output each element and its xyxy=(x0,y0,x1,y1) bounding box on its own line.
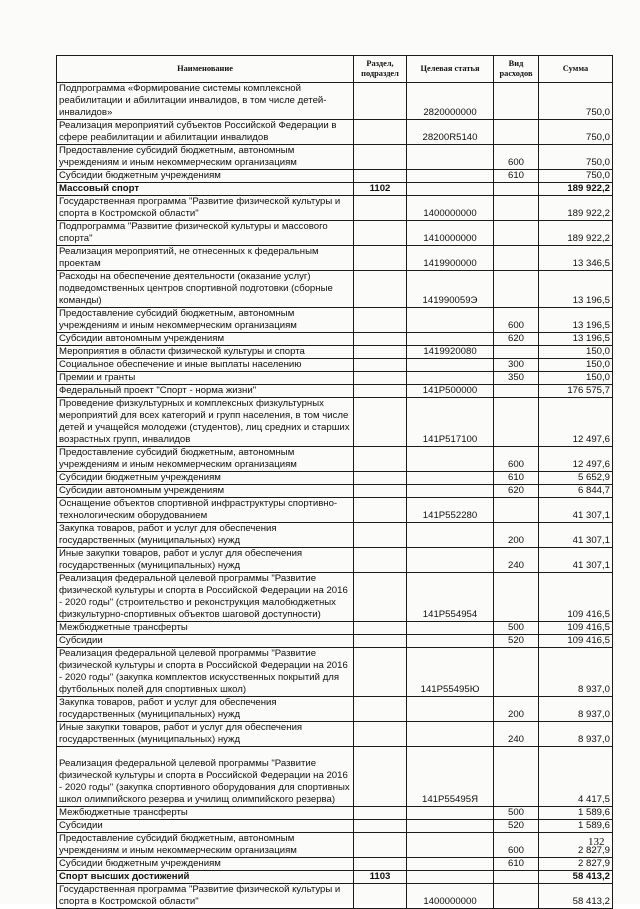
table-row xyxy=(57,697,613,722)
row-target-cell xyxy=(407,447,494,472)
row-name-cell: Спорт высших достижений xyxy=(57,871,354,884)
row-sum-cell: 750,0 xyxy=(539,83,613,120)
row-type-cell: 620 xyxy=(494,485,539,498)
row-target-cell xyxy=(407,472,494,485)
row-section-cell xyxy=(354,747,407,807)
row-name-cell: Социальное обеспечение и иные выплаты населению xyxy=(57,359,354,372)
row-sum-cell: 176 575,7 xyxy=(539,385,613,398)
row-target-cell xyxy=(407,183,494,196)
table-row xyxy=(57,622,613,635)
row-sum-cell: 41 307,1 xyxy=(539,523,613,548)
table-row xyxy=(57,648,613,697)
row-target-cell: 141P552280 xyxy=(407,498,494,523)
row-type-cell: 610 xyxy=(494,472,539,485)
row-section-cell xyxy=(354,398,407,447)
row-type-cell: 300 xyxy=(494,359,539,372)
row-name-cell: Реализация мероприятий, не отнесенных к федеральным проектам xyxy=(57,246,354,271)
row-section-cell xyxy=(354,145,407,170)
row-section-cell xyxy=(354,548,407,573)
table-row xyxy=(57,573,613,622)
row-type-cell xyxy=(494,183,539,196)
table-row xyxy=(57,83,613,120)
row-target-cell xyxy=(407,871,494,884)
table-row xyxy=(57,548,613,573)
row-name-cell: Массовый спорт xyxy=(57,183,354,196)
row-type-cell xyxy=(494,83,539,120)
row-target-cell xyxy=(407,548,494,573)
row-name-cell: Подпрограмма "Развитие физической культуры и массового спорта" xyxy=(57,221,354,246)
row-name-cell: Субсидии бюджетным учреждениям xyxy=(57,472,354,485)
row-section-cell xyxy=(354,472,407,485)
row-name-cell: Субсидии бюджетным учреждениям xyxy=(57,858,354,871)
row-type-cell: 610 xyxy=(494,170,539,183)
row-type-cell xyxy=(494,884,539,909)
row-name-cell: Субсидии автономным учреждениям xyxy=(57,485,354,498)
row-name-cell: Предоставление субсидий бюджетным, автономным учреждениям и иным некоммерческим организациям xyxy=(57,833,354,858)
row-type-cell xyxy=(494,498,539,523)
row-name-cell: Мероприятия в области физической культуры и спорта xyxy=(57,346,354,359)
row-sum-cell: 2 827,9 xyxy=(539,858,613,871)
table-row xyxy=(57,346,613,359)
row-sum-cell: 150,0 xyxy=(539,359,613,372)
row-sum-cell: 8 937,0 xyxy=(539,697,613,722)
row-name-cell: Субсидии бюджетным учреждениям xyxy=(57,170,354,183)
row-target-cell xyxy=(407,145,494,170)
row-name-cell: Предоставление субсидий бюджетным, автономным учреждениям и иным некоммерческим организациям xyxy=(57,308,354,333)
row-sum-cell: 12 497,6 xyxy=(539,447,613,472)
budget-table xyxy=(56,55,613,909)
row-section-cell xyxy=(354,807,407,820)
table-row xyxy=(57,333,613,346)
row-name-cell: Предоставление субсидий бюджетным, автономным учреждениям и иным некоммерческим организациям xyxy=(57,145,354,170)
row-section-cell xyxy=(354,170,407,183)
row-type-cell: 200 xyxy=(494,697,539,722)
table-row xyxy=(57,820,613,833)
row-sum-cell: 4 417,5 xyxy=(539,747,613,807)
row-section-cell xyxy=(354,372,407,385)
row-name-cell: Реализация федеральной целевой программы "Развитие физической культуры и спорта в Российской Федерации на 2016 - 2020 годы" (закупка комплектов искусственных покрытий для футбольных полей для спортивных школ) xyxy=(57,648,354,697)
row-type-cell: 500 xyxy=(494,622,539,635)
row-section-cell: 1103 xyxy=(354,871,407,884)
row-name-cell: Закупка товаров, работ и услуг для обеспечения государственных (муниципальных) нужд xyxy=(57,697,354,722)
row-sum-cell: 13 346,5 xyxy=(539,246,613,271)
row-section-cell xyxy=(354,346,407,359)
row-name-cell: Иные закупки товаров, работ и услуг для обеспечения государственных (муниципальных) нужд xyxy=(57,548,354,573)
row-type-cell: 600 xyxy=(494,308,539,333)
row-name-cell: Расходы на обеспечение деятельности (оказание услуг) подведомственных центров спортивной подготовки (сборные команды) xyxy=(57,271,354,308)
page-number: 132 xyxy=(588,836,605,848)
row-sum-cell: 58 413,2 xyxy=(539,884,613,909)
row-name-cell: Оснащение объектов спортивной инфраструктуры спортивно-технологическим оборудованием xyxy=(57,498,354,523)
row-target-cell xyxy=(407,523,494,548)
row-sum-cell: 150,0 xyxy=(539,372,613,385)
row-section-cell xyxy=(354,858,407,871)
row-section-cell xyxy=(354,485,407,498)
row-section-cell xyxy=(354,622,407,635)
table-row xyxy=(57,183,613,196)
row-section-cell xyxy=(354,359,407,372)
table-row xyxy=(57,120,613,145)
table-row xyxy=(57,722,613,747)
row-name-cell: Подпрограмма «Формирование системы комплексной реабилитации и абилитации инвалидов, в том числе детей-инвалидов» xyxy=(57,83,354,120)
row-sum-cell: 109 416,5 xyxy=(539,573,613,622)
row-section-cell xyxy=(354,246,407,271)
row-type-cell: 620 xyxy=(494,333,539,346)
row-sum-cell: 750,0 xyxy=(539,170,613,183)
row-target-cell xyxy=(407,635,494,648)
row-target-cell xyxy=(407,359,494,372)
row-section-cell xyxy=(354,884,407,909)
row-section-cell xyxy=(354,308,407,333)
table-row xyxy=(57,807,613,820)
row-sum-cell: 2 827,9 xyxy=(539,833,613,858)
row-type-cell: 520 xyxy=(494,635,539,648)
row-name-cell: Межбюджетные трансферты xyxy=(57,807,354,820)
table-row xyxy=(57,196,613,221)
table-row xyxy=(57,884,613,909)
row-name-cell: Субсидии xyxy=(57,820,354,833)
row-type-cell xyxy=(494,271,539,308)
row-sum-cell: 1 589,6 xyxy=(539,807,613,820)
row-target-cell: 141990059Э xyxy=(407,271,494,308)
row-target-cell: 28200R5140 xyxy=(407,120,494,145)
row-section-cell xyxy=(354,722,407,747)
table-row xyxy=(57,871,613,884)
table-body xyxy=(57,83,613,909)
table-row xyxy=(57,359,613,372)
row-type-cell: 600 xyxy=(494,145,539,170)
row-section-cell xyxy=(354,83,407,120)
row-target-cell xyxy=(407,807,494,820)
row-sum-cell: 189 922,2 xyxy=(539,196,613,221)
row-type-cell xyxy=(494,221,539,246)
row-section-cell xyxy=(354,573,407,622)
row-type-cell xyxy=(494,871,539,884)
header-target-article: Целевая статья xyxy=(407,56,494,83)
row-target-cell: 1419920080 xyxy=(407,346,494,359)
row-section-cell xyxy=(354,221,407,246)
row-name-cell: Межбюджетные трансферты xyxy=(57,622,354,635)
row-target-cell: 141P55495Ю xyxy=(407,648,494,697)
header-name: Наименование xyxy=(57,56,354,83)
row-target-cell: 1400000000 xyxy=(407,196,494,221)
row-name-cell: Субсидии автономным учреждениям xyxy=(57,333,354,346)
row-section-cell xyxy=(354,385,407,398)
row-sum-cell: 41 307,1 xyxy=(539,548,613,573)
row-section-cell xyxy=(354,833,407,858)
row-section-cell: 1102 xyxy=(354,183,407,196)
row-section-cell xyxy=(354,820,407,833)
row-target-cell xyxy=(407,333,494,346)
table-row xyxy=(57,498,613,523)
row-sum-cell: 750,0 xyxy=(539,145,613,170)
row-section-cell xyxy=(354,271,407,308)
header-sum: Сумма xyxy=(539,56,613,83)
row-target-cell xyxy=(407,485,494,498)
row-name-cell: Предоставление субсидий бюджетным, автономным учреждениям и иным некоммерческим организациям xyxy=(57,447,354,472)
row-type-cell xyxy=(494,573,539,622)
row-sum-cell: 750,0 xyxy=(539,120,613,145)
row-sum-cell: 109 416,5 xyxy=(539,635,613,648)
row-target-cell xyxy=(407,858,494,871)
row-sum-cell: 13 196,5 xyxy=(539,308,613,333)
row-name-cell: Закупка товаров, работ и услуг для обеспечения государственных (муниципальных) нужд xyxy=(57,523,354,548)
table-row xyxy=(57,221,613,246)
table-row xyxy=(57,170,613,183)
row-sum-cell: 189 922,2 xyxy=(539,221,613,246)
row-section-cell xyxy=(354,196,407,221)
row-section-cell xyxy=(354,635,407,648)
table-row xyxy=(57,523,613,548)
row-sum-cell: 189 922,2 xyxy=(539,183,613,196)
row-sum-cell: 5 652,9 xyxy=(539,472,613,485)
row-sum-cell: 12 497,6 xyxy=(539,398,613,447)
row-target-cell: 1400000000 xyxy=(407,884,494,909)
row-target-cell: 141P517100 xyxy=(407,398,494,447)
row-target-cell xyxy=(407,697,494,722)
row-target-cell xyxy=(407,820,494,833)
row-target-cell: 1410000000 xyxy=(407,221,494,246)
header-expense-type: Вид расходов xyxy=(494,56,539,83)
row-section-cell xyxy=(354,120,407,145)
row-name-cell: Реализация федеральной целевой программы "Развитие физической культуры и спорта в Российской Федерации на 2016 - 2020 годы" (строительство и реконструкция малобюджетных физкультурно-спортивных объектов шаговой доступности) xyxy=(57,573,354,622)
row-name-cell: Премии и гранты xyxy=(57,372,354,385)
row-type-cell xyxy=(494,648,539,697)
row-type-cell: 240 xyxy=(494,722,539,747)
table-row xyxy=(57,447,613,472)
row-type-cell: 600 xyxy=(494,447,539,472)
row-target-cell: 141P55495Я xyxy=(407,747,494,807)
row-sum-cell: 1 589,6 xyxy=(539,820,613,833)
row-name-cell: Государственная программа "Развитие физической культуры и спорта в Костромской области" xyxy=(57,884,354,909)
row-section-cell xyxy=(354,648,407,697)
row-sum-cell: 150,0 xyxy=(539,346,613,359)
table-row xyxy=(57,385,613,398)
row-type-cell xyxy=(494,398,539,447)
row-section-cell xyxy=(354,498,407,523)
table-row xyxy=(57,858,613,871)
row-sum-cell: 6 844,7 xyxy=(539,485,613,498)
row-type-cell xyxy=(494,747,539,807)
row-type-cell xyxy=(494,196,539,221)
table-row xyxy=(57,472,613,485)
row-name-cell: Проведение физкультурных и комплексных физкультурных мероприятий для всех категорий и групп населения, в том числе детей и учащейся молодежи (студентов), лиц средних и старших возрастных групп, инвалидов xyxy=(57,398,354,447)
row-type-cell: 500 xyxy=(494,807,539,820)
table-row xyxy=(57,635,613,648)
row-type-cell: 520 xyxy=(494,820,539,833)
row-target-cell: 141P554954 xyxy=(407,573,494,622)
row-type-cell: 350 xyxy=(494,372,539,385)
row-target-cell xyxy=(407,170,494,183)
row-name-cell: Реализация мероприятий субъектов Российской Федерации в сфере реабилитации и абилитации инвалидов xyxy=(57,120,354,145)
row-section-cell xyxy=(354,697,407,722)
row-target-cell: 1419900000 xyxy=(407,246,494,271)
row-type-cell xyxy=(494,246,539,271)
row-name-cell: Федеральный проект "Спорт - норма жизни" xyxy=(57,385,354,398)
row-type-cell: 600 xyxy=(494,833,539,858)
row-name-cell: Реализация федеральной целевой программы "Развитие физической культуры и спорта в Российской Федерации на 2016 - 2020 годы" (закупка спортивного оборудования для спортивных школ олимпийского резерва и училищ олимпийского резерва) xyxy=(57,747,354,807)
row-target-cell xyxy=(407,722,494,747)
row-section-cell xyxy=(354,333,407,346)
table-row xyxy=(57,485,613,498)
row-section-cell xyxy=(354,447,407,472)
row-sum-cell: 58 413,2 xyxy=(539,871,613,884)
row-sum-cell: 41 307,1 xyxy=(539,498,613,523)
table-row xyxy=(57,833,613,858)
row-section-cell xyxy=(354,523,407,548)
row-type-cell xyxy=(494,120,539,145)
row-target-cell xyxy=(407,833,494,858)
table-row xyxy=(57,747,613,807)
row-type-cell xyxy=(494,346,539,359)
row-name-cell: Государственная программа "Развитие физической культуры и спорта в Костромской области" xyxy=(57,196,354,221)
table-row xyxy=(57,145,613,170)
row-target-cell: 2820000000 xyxy=(407,83,494,120)
row-target-cell: 141P500000 xyxy=(407,385,494,398)
row-sum-cell: 13 196,5 xyxy=(539,271,613,308)
table-header-row xyxy=(57,56,613,83)
row-sum-cell: 13 196,5 xyxy=(539,333,613,346)
row-sum-cell: 8 937,0 xyxy=(539,722,613,747)
table-row xyxy=(57,372,613,385)
table-row xyxy=(57,271,613,308)
row-type-cell xyxy=(494,385,539,398)
row-target-cell xyxy=(407,622,494,635)
row-type-cell: 240 xyxy=(494,548,539,573)
row-type-cell: 200 xyxy=(494,523,539,548)
table-row xyxy=(57,308,613,333)
row-sum-cell: 109 416,5 xyxy=(539,622,613,635)
row-name-cell: Иные закупки товаров, работ и услуг для обеспечения государственных (муниципальных) нужд xyxy=(57,722,354,747)
header-section: Раздел, подраздел xyxy=(354,56,407,83)
row-name-cell: Субсидии xyxy=(57,635,354,648)
row-type-cell: 610 xyxy=(494,858,539,871)
table-row xyxy=(57,246,613,271)
row-sum-cell: 8 937,0 xyxy=(539,648,613,697)
row-target-cell xyxy=(407,372,494,385)
row-target-cell xyxy=(407,308,494,333)
table-row xyxy=(57,398,613,447)
